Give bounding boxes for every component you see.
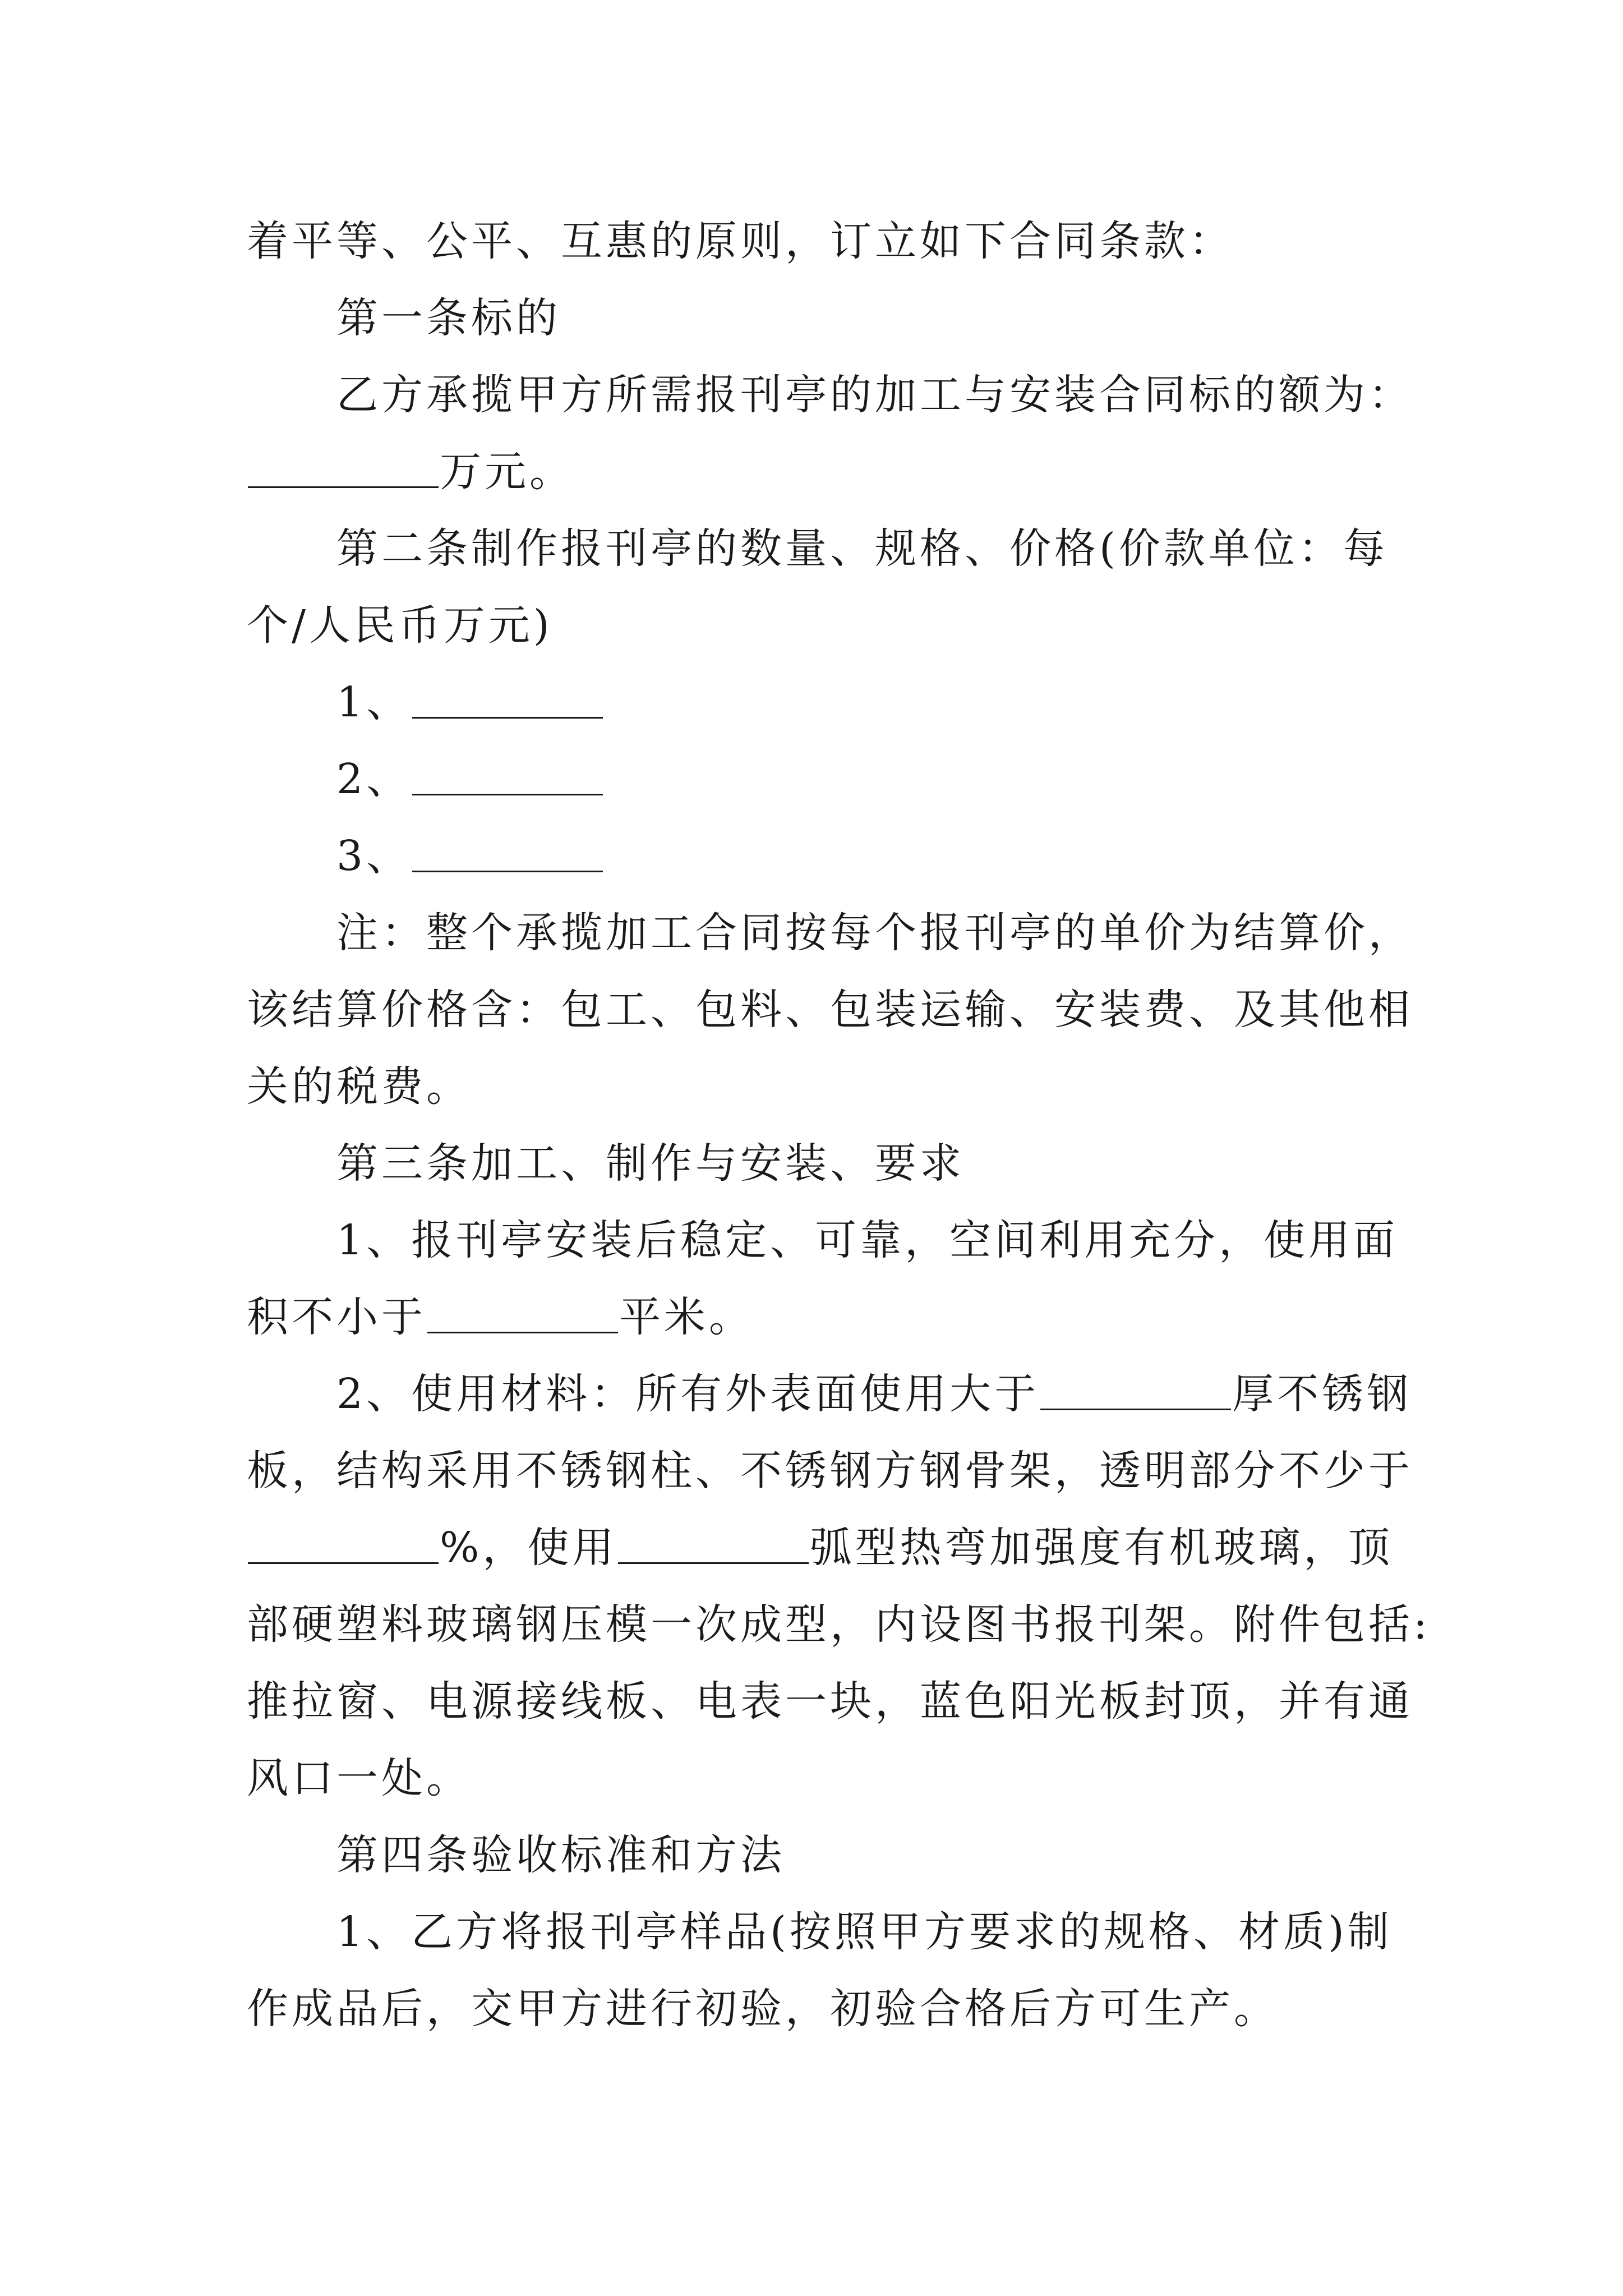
- item-number: 3、: [336, 832, 412, 880]
- article-heading-3: [336, 1135, 965, 1191]
- item-number: 1、: [336, 678, 412, 726]
- text-line: [247, 982, 1413, 1038]
- fill-in-blank: [412, 829, 603, 872]
- text-line: [247, 1596, 1431, 1653]
- text-line: [247, 1520, 1393, 1576]
- text-line: [247, 444, 574, 500]
- line-text: 个/人民币万元): [247, 601, 553, 650]
- fill-in-blank: [248, 445, 439, 488]
- line-text: 乙方承揽甲方所需报刊亭的加工与安装合同标的额为：: [336, 371, 1413, 419]
- line-text: 第一条标的: [336, 294, 561, 342]
- list-item: [336, 751, 604, 807]
- text-line: [336, 1904, 1393, 1960]
- text-line: [336, 1366, 1412, 1422]
- item-number: 2、: [336, 755, 412, 803]
- text-line: [247, 213, 1234, 269]
- text-line: [247, 1750, 471, 1806]
- line-text: 积不小于: [247, 1293, 426, 1341]
- line-text: 风口一处。: [247, 1754, 471, 1802]
- text-line: [247, 1673, 1413, 1729]
- article-heading-1: [336, 290, 561, 346]
- fill-in-blank: [1040, 1367, 1231, 1410]
- line-text: 注：整个承揽加工合同按每个报刊亭的单价为结算价，: [336, 909, 1413, 957]
- fill-in-blank: [618, 1521, 809, 1564]
- line-text: 板，结构采用不锈钢柱、不锈钢方钢骨架，透明部分不少于: [247, 1447, 1413, 1495]
- list-item: [336, 674, 604, 730]
- text-line: [247, 1443, 1413, 1499]
- fill-in-blank: [248, 1521, 439, 1564]
- text-line: [247, 1289, 754, 1345]
- line-text: 关的税费。: [247, 1062, 471, 1111]
- line-text: 1、报刊亭安装后稳定、可靠，空间利用充分，使用面: [336, 1216, 1399, 1264]
- text-line: [247, 1981, 1279, 2037]
- text-line: [336, 367, 1413, 423]
- line-text: %，使用: [440, 1524, 617, 1572]
- article-heading-2: [336, 521, 1388, 577]
- line-text: 弧型热弯加强度有机玻璃，顶: [810, 1524, 1394, 1572]
- line-text: 作成品后，交甲方进行初验，初验合格后方可生产。: [247, 1985, 1279, 2033]
- fill-in-blank: [427, 1290, 618, 1333]
- text-line: [247, 597, 553, 654]
- line-text: 推拉窗、电源接线板、电表一块，蓝色阳光板封顶，并有通: [247, 1677, 1413, 1726]
- line-text: 1、乙方将报刊亭样品(按照甲方要求的规格、材质)制: [336, 1908, 1393, 1956]
- text-line: [336, 905, 1413, 961]
- fill-in-blank: [412, 752, 603, 795]
- line-text: 万元。: [440, 448, 574, 496]
- article-heading-4: [336, 1827, 785, 1883]
- line-text: 2、使用材料：所有外表面使用大于: [336, 1370, 1040, 1418]
- line-text: 部硬塑料玻璃钢压模一次成型，内设图书报刊架。附件包括:: [247, 1600, 1431, 1649]
- line-text: 第二条制作报刊亭的数量、规格、价格(价款单位：每: [336, 524, 1388, 573]
- line-text: 第四条验收标准和方法: [336, 1831, 785, 1879]
- list-item: [336, 828, 604, 884]
- text-line: [336, 1212, 1398, 1268]
- fill-in-blank: [412, 675, 603, 719]
- line-text: 着平等、公平、互惠的原则，订立如下合同条款：: [247, 217, 1234, 265]
- line-text: 第三条加工、制作与安装、要求: [336, 1139, 965, 1188]
- line-text: 厚不锈钢: [1232, 1370, 1412, 1418]
- line-text: 该结算价格含：包工、包料、包装运输、安装费、及其他相: [247, 986, 1413, 1034]
- text-line: [247, 1059, 471, 1115]
- line-text: 平米。: [619, 1293, 754, 1341]
